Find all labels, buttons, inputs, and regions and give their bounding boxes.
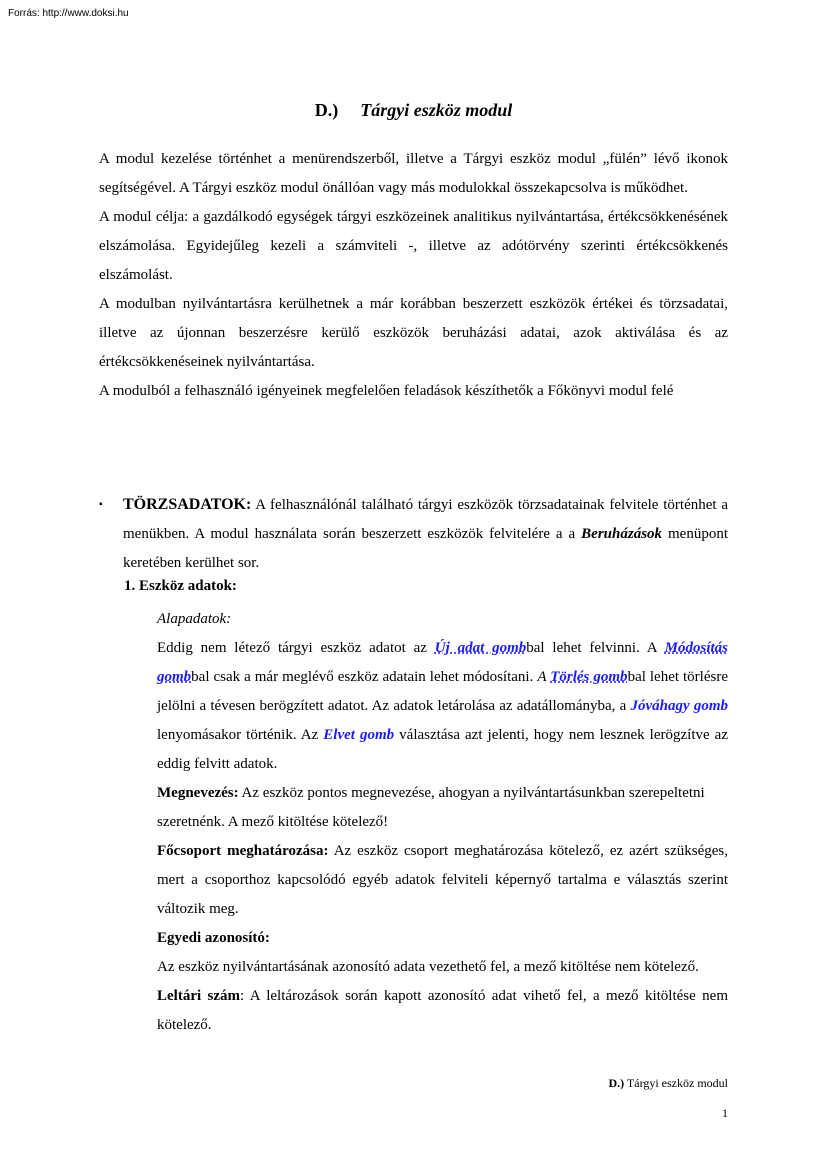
- elvet-button-ref: Elvet gomb: [323, 727, 395, 743]
- buttons-paragraph: [157, 634, 728, 779]
- section-title: Tárgyi eszköz modul: [360, 100, 513, 120]
- text-run: lenyomásakor történik. Az: [157, 727, 324, 743]
- egyedi-label: Egyedi azonosító:: [157, 930, 270, 946]
- bullet-body-end: menüpont keretében kerülhet sor.: [123, 526, 728, 571]
- torzsadatok-bullet: [99, 490, 728, 578]
- text-run: bal lehet törlésre jelölni a tévesen berögzített adatot. Az adatok letárolása az adatállományba, a: [157, 669, 728, 714]
- focsoport-text: Az eszköz csoport meghatározása kötelező, ez azért szükséges, mert a csoporthoz kapcsolódó egyéb adatok felviteli képernyő tartalma e választás szerint változik meg.: [157, 843, 728, 917]
- text-run: A: [537, 669, 551, 685]
- focsoport-label: Főcsoport meghatározása:: [157, 843, 329, 859]
- text-run: Eddig nem létező tárgyi eszköz adatot az: [157, 640, 435, 656]
- text-run: választása azt jelenti, hogy nem lesznek lerögzítve az eddig felvitt adatok.: [157, 727, 728, 772]
- beruhazasok-menu: Beruházások: [581, 526, 663, 542]
- section-number: D.): [314, 100, 339, 120]
- subsection-title: 1. Eszköz adatok:: [124, 578, 237, 594]
- jovahagy-button-ref: Jóváhagy gomb: [630, 698, 729, 714]
- megnevezes-text: Az eszköz pontos megnevezése, ahogyan a nyilvántartásunkban szerepeltetni szeretnénk. A mező kitöltése kötelező!: [157, 785, 705, 830]
- intro-paragraph: A modulból a felhasználó igényeinek megfelelően feladások készíthetők a Főkönyvi modul felé: [99, 383, 674, 399]
- megnevezes-label: Megnevezés:: [157, 785, 239, 801]
- subsection-subtitle: Alapadatok:: [157, 611, 232, 627]
- megnevezes-paragraph: [157, 779, 728, 837]
- page-footer: [608, 1076, 728, 1091]
- leltari-label: Leltári szám: [157, 988, 241, 1004]
- egyedi-text: Az eszköz nyilvántartásának azonosító adata vezethető fel, a mező kitöltése nem kötelező.: [157, 959, 699, 975]
- text-run: bal csak a már meglévő eszköz adatain lehet módosítani.: [191, 669, 538, 685]
- source-url: Forrás: http://www.doksi.hu: [8, 8, 129, 19]
- footer-title: Tárgyi eszköz modul: [624, 1076, 728, 1090]
- intro-paragraph: A modul kezelése történhet a menürendszerből, illetve a Tárgyi eszköz modul „fülén” lévő ikonok segítségével. A Tárgyi eszköz modul önállóan vagy más modulokkal összekapcsolva is működhet.: [99, 151, 728, 196]
- page-number: 1: [722, 1106, 728, 1120]
- uj-adat-button-ref: Új adat gomb: [434, 640, 527, 656]
- bullet-label: TÖRZSADATOK:: [123, 496, 252, 513]
- leltari-paragraph: [157, 982, 728, 1040]
- focsoport-paragraph: [157, 837, 728, 924]
- eszkoz-adatok-details: [157, 605, 728, 1040]
- bullet-square-icon: ▪: [99, 499, 103, 510]
- intro-paragraph: A modulban nyilvántartásra kerülhetnek a már korábban beszerzett eszközök értékei és törzsadatai, illetve az újonnan beszerzésre kerülő eszközök beruházási adatai, azok aktiválása és az értékcsökkenéseinek nyilvántartása.: [99, 296, 728, 370]
- intro-paragraph: A modul célja: a gazdálkodó egységek tárgyi eszközeinek analitikus nyilvántartása, értékcsökkenésének elszámolása. Egyidejűleg kezeli a számviteli -, illetve az adótörvény szerinti értékcsökkenés elszámolást.: [99, 209, 728, 283]
- text-run: bal lehet felvinni. A: [526, 640, 665, 656]
- bullet-text: [123, 490, 728, 578]
- footer-number: D.): [608, 1076, 625, 1090]
- leltari-text: : A leltározások során kapott azonosító adat vihető fel, a mező kitöltése nem kötelező.: [157, 988, 728, 1033]
- intro-text: [99, 145, 728, 406]
- page-title: [0, 100, 827, 121]
- bullet-body: A felhasználónál található tárgyi eszközök törzsadatainak felvitele történhet a menükben. A modul használata során beszerzett eszközök felvitelére a a: [123, 497, 728, 542]
- torles-button-ref: Törlés gomb: [550, 669, 628, 685]
- modositas-button-ref: Módosítás gomb: [157, 640, 728, 685]
